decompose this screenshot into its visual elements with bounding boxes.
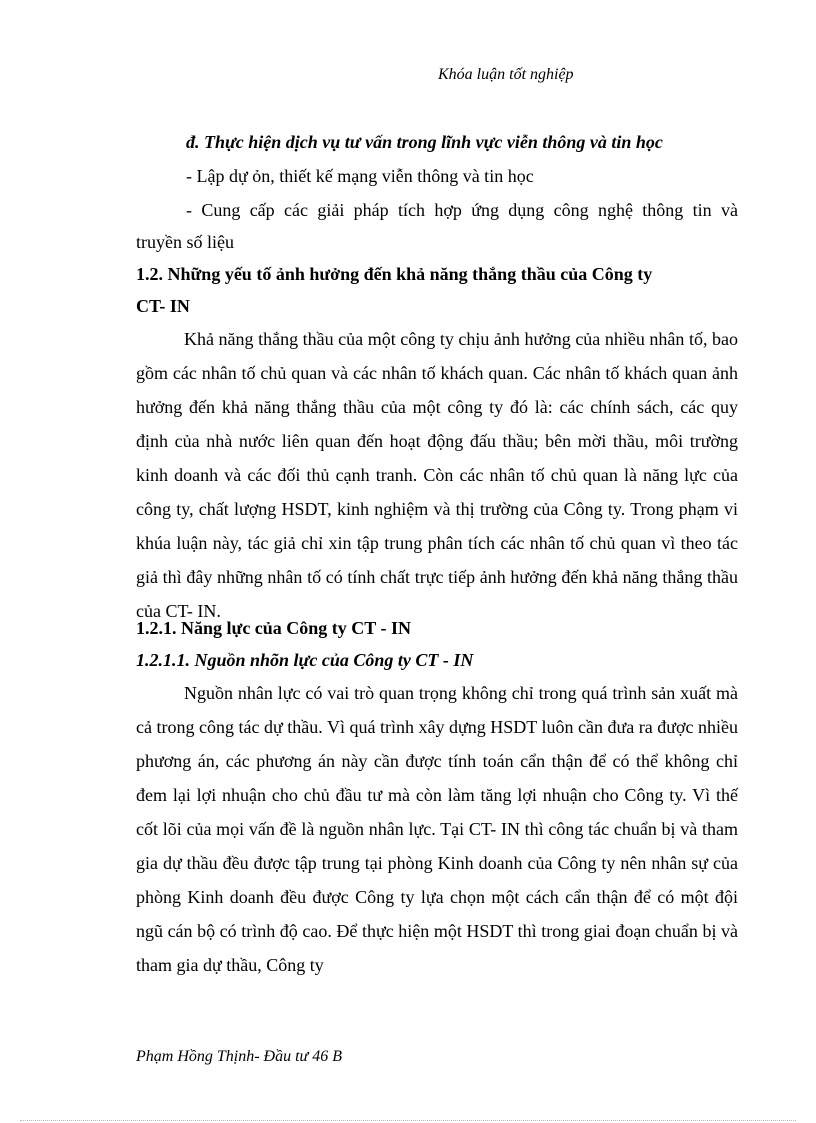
section-heading-1-2-1-1: 1.2.1.1. Nguồn nhõn lực của Công ty CT - IN [136,650,474,670]
bullet-item-2: - Cung cấp các giải pháp tích hợp ứng dụng công nghệ thông tin và [186,200,738,220]
page-bottom-divider [20,1120,796,1121]
paragraph-human-resources: Nguồn nhân lực có vai trò quan trọng không chỉ trong quá trình sản xuất mà cả trong công tác dự thầu. Vì quá trình xây dựng HSDT luôn cần đưa ra được nhiều phương án, các phương án này cần được tính toán cẩn thận để có thể không chỉ đem lại lợi nhuận cho chủ đầu tư mà còn làm tăng lợi nhuận cho Công ty. Vì thế cốt lõi của mọi vấn đề là nguồn nhân lực. Tại CT- IN thì công tác chuẩn bị và tham gia dự thầu đều được tập trung tại phòng Kinh doanh của Công ty nên nhân sự của phòng Kinh doanh đều được Công ty lựa chọn một cách cẩn thận để có một đội ngũ cán bộ có trình độ cao. Để thực hiện một HSDT thì trong giai đoạn chuẩn bị và tham gia dự thầu, Công ty [136,683,738,975]
section-heading-d: đ. Thực hiện dịch vụ tư vấn trong lĩnh vực viễn thông và tin học [186,132,663,152]
section-heading-1-2-continuation: CT- IN [136,296,190,316]
bullet-item-1: - Lập dự ỏn, thiết kế mạng viễn thông và tin học [186,166,534,186]
running-footer: Phạm Hồng Thịnh- Đầu tư 46 B [136,1048,343,1065]
section-heading-1-2: 1.2. Những yếu tố ảnh hưởng đến khả năng thắng thầu của Công ty [136,264,653,284]
paragraph-factors: Khả năng thắng thầu của một công ty chịu ảnh hưởng của nhiều nhân tố, bao gồm các nhân tố chủ quan và các nhân tố khách quan. Các nhân tố khách quan ảnh hưởng đến khả năng thắng thầu của một công ty đó là: các chính sách, các quy định của nhà nước liên quan đến hoạt động đấu thầu; bên mời thầu, môi trường kinh doanh và các đối thủ cạnh tranh. Còn các nhân tố chủ quan là năng lực của công ty, chất lượng HSDT, kinh nghiệm và thị trường của Công ty. Trong phạm vi khúa luận này, tác giả chỉ xin tập trung phân tích các nhân tố chủ quan vì theo tác giả thì đây những nhân tố có tính chất trực tiếp ảnh hưởng đến khả năng thắng thầu của CT- IN. [136,329,738,621]
section-heading-1-2-1: 1.2.1. Năng lực của Công ty CT - IN [136,618,411,638]
running-header: Khóa luận tốt nghiệp [438,66,574,83]
bullet-item-2-continuation: truyền số liệu [136,232,234,252]
